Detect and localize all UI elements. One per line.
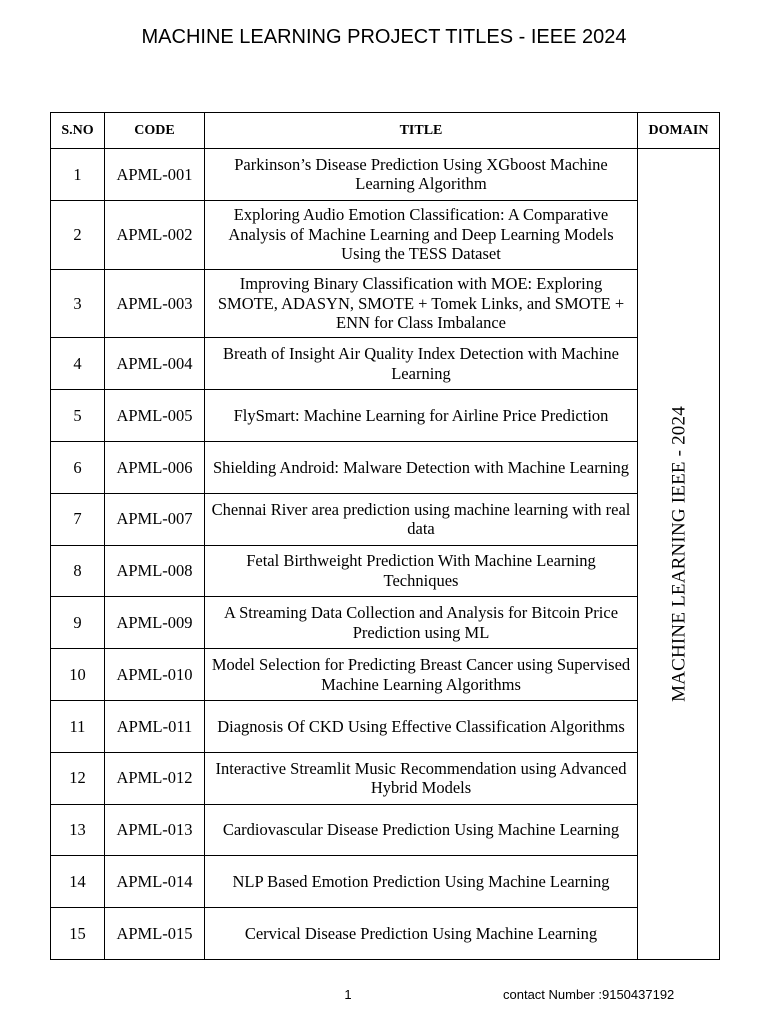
- domain-label: MACHINE LEARNING IEEE - 2024: [667, 406, 689, 702]
- row-sno: 5: [51, 390, 105, 442]
- row-code: APML-014: [105, 856, 205, 908]
- row-sno: 15: [51, 908, 105, 960]
- row-code: APML-007: [105, 493, 205, 545]
- row-code: APML-012: [105, 752, 205, 804]
- table-row: [51, 545, 720, 597]
- row-sno: 13: [51, 804, 105, 856]
- contact-number: contact Number :9150437192: [503, 987, 675, 1002]
- row-sno: 7: [51, 493, 105, 545]
- table-row: [51, 597, 720, 649]
- row-title: Interactive Streamlit Music Recommendation using Advanced Hybrid Models: [205, 752, 638, 804]
- row-sno: 14: [51, 856, 105, 908]
- table-row: [51, 441, 720, 493]
- header-title: TITLE: [205, 113, 638, 149]
- row-sno: 1: [51, 149, 105, 201]
- row-code: APML-013: [105, 804, 205, 856]
- row-sno: 4: [51, 338, 105, 390]
- project-table: [50, 112, 720, 960]
- row-sno: 11: [51, 700, 105, 752]
- table-header-row: [51, 113, 720, 149]
- row-code: APML-002: [105, 200, 205, 269]
- row-sno: 12: [51, 752, 105, 804]
- row-sno: 10: [51, 649, 105, 701]
- table-row: [51, 390, 720, 442]
- row-sno: 3: [51, 269, 105, 338]
- row-code: APML-009: [105, 597, 205, 649]
- header-sno: S.NO: [51, 113, 105, 149]
- table-row: [51, 269, 720, 338]
- row-title: Diagnosis Of CKD Using Effective Classification Algorithms: [205, 700, 638, 752]
- page-number: 1: [344, 987, 352, 1002]
- row-code: APML-015: [105, 908, 205, 960]
- row-title: A Streaming Data Collection and Analysis for Bitcoin Price Prediction using ML: [205, 597, 638, 649]
- row-title: Improving Binary Classification with MOE: Exploring SMOTE, ADASYN, SMOTE + Tomek Links, and SMOTE + ENN for Class Imbalance: [205, 269, 638, 338]
- row-code: APML-011: [105, 700, 205, 752]
- header-code: CODE: [105, 113, 205, 149]
- table-row: [51, 752, 720, 804]
- table-row: [51, 700, 720, 752]
- table-row: [51, 804, 720, 856]
- row-title: FlySmart: Machine Learning for Airline Price Prediction: [205, 390, 638, 442]
- table-row: [51, 149, 720, 201]
- row-sno: 9: [51, 597, 105, 649]
- row-title: Cervical Disease Prediction Using Machine Learning: [205, 908, 638, 960]
- row-title: Fetal Birthweight Prediction With Machine Learning Techniques: [205, 545, 638, 597]
- row-code: APML-008: [105, 545, 205, 597]
- row-title: Model Selection for Predicting Breast Cancer using Supervised Machine Learning Algorithms: [205, 649, 638, 701]
- row-code: APML-005: [105, 390, 205, 442]
- row-code: APML-003: [105, 269, 205, 338]
- row-title: Shielding Android: Malware Detection with Machine Learning: [205, 441, 638, 493]
- table-row: [51, 856, 720, 908]
- row-title: Cardiovascular Disease Prediction Using Machine Learning: [205, 804, 638, 856]
- row-title: Exploring Audio Emotion Classification: A Comparative Analysis of Machine Learning and Deep Learning Models Using the TESS Dataset: [205, 200, 638, 269]
- domain-cell: [638, 149, 720, 960]
- page-title: MACHINE LEARNING PROJECT TITLES - IEEE 2024: [141, 26, 627, 48]
- row-title: Breath of Insight Air Quality Index Detection with Machine Learning: [205, 338, 638, 390]
- table-row: [51, 649, 720, 701]
- row-title: Chennai River area prediction using machine learning with real data: [205, 493, 638, 545]
- table-row: [51, 200, 720, 269]
- row-sno: 6: [51, 441, 105, 493]
- row-code: APML-001: [105, 149, 205, 201]
- header-domain: DOMAIN: [638, 113, 720, 149]
- row-title: Parkinson’s Disease Prediction Using XGboost Machine Learning Algorithm: [205, 149, 638, 201]
- row-code: APML-004: [105, 338, 205, 390]
- table-row: [51, 493, 720, 545]
- row-sno: 8: [51, 545, 105, 597]
- row-code: APML-010: [105, 649, 205, 701]
- row-sno: 2: [51, 200, 105, 269]
- table-row: [51, 908, 720, 960]
- row-title: NLP Based Emotion Prediction Using Machine Learning: [205, 856, 638, 908]
- row-code: APML-006: [105, 441, 205, 493]
- table-row: [51, 338, 720, 390]
